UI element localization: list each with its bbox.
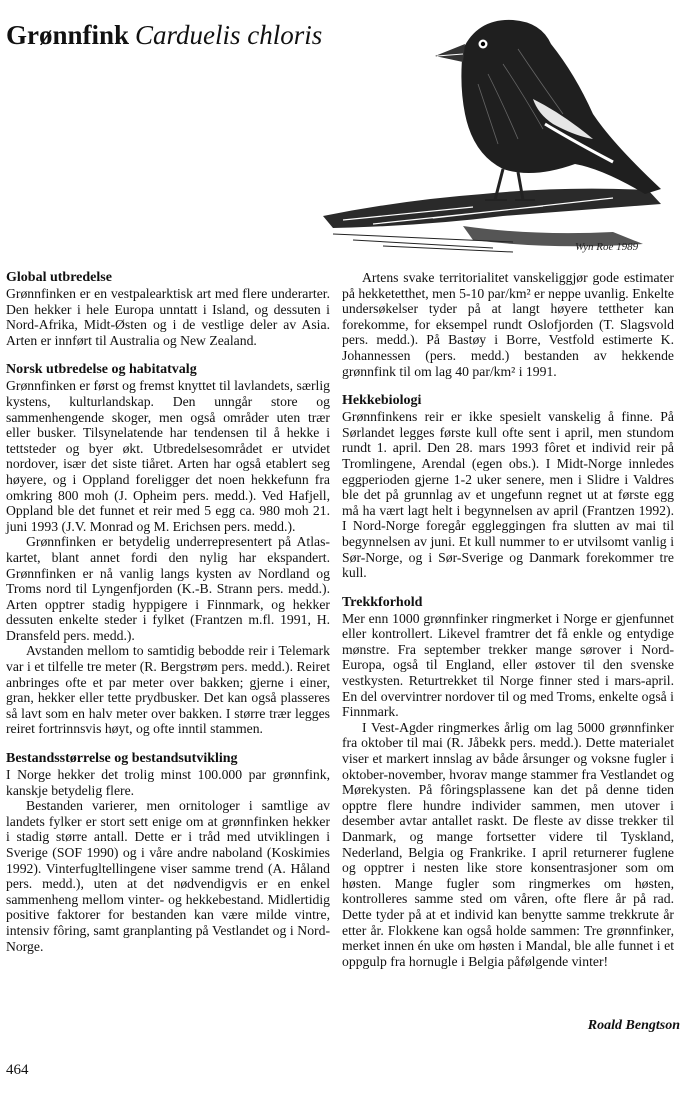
paragraph: Grønnfinken er først og fremst knyttet til lavlandets, særlig kystens, kulturlandskap. Den unngår store og sammenhengende skoger, men også områder uten trær eller busker. Tilsynelatende har tendensen til å hekke i tettsteder og byer økt. Utbredelsesområdet er utvidet nordover, især det siste tiåret. Arten har også etablert seg høyere, og i Oppland foreligger det noen hekkefunn fra omkring 800 moh (J. Opheim pers. medd.). Ved Hafjell, Oppland ble det funnet et reir med 5 egg ca. 980 moh 21. juni 1993 (J.V. Monrad og M. Erichsen pers. medd.). <box>6 378 330 534</box>
paragraph: Grønnfinken er betydelig underrepresentert på Atlas-kartet, blant annet fordi den nylig har ekspandert. Grønnfinken er nå vanlig langs kysten av Nordland og Troms nord til Lyngenfjorden (K.-B. Strann pers. medd.). Arten opptrer stadig hyppigere i Finnmark, og hekker dessuten enkelte steder i fylket (Frantzen m.fl. 1991, H. Dransfeld pers. medd.). <box>6 534 330 643</box>
heading-breeding: Hekkebiologi <box>342 393 422 409</box>
paragraph: Bestanden varierer, men ornitologer i samtlige av landets fylker er stort sett enige om at grønnfinken hekker i stadig større antall. Dette er i tråd med utviklingen i Sverige (SOF 1990) og i våre andre naboland (Koskimies 1992). Vinterfugltellingene viser samme trend (A. Håland pers. medd.), uten at det nødvendigvis er en enkel sammenheng mellom vinter- og hekkebestand. Midlertidig positive faktorer for bestanden kan være milde vintre, intensiv fôring, samt granplanting på Vestlandet og i Nord-Norge. <box>6 798 330 954</box>
paragraph: Avstanden mellom to samtidig bebodde reir i Telemark var i et tilfelle tre meter (R. Bergstrøm pers. medd.). Reiret anbringes ofte et par meter over bakken; gjerne i einer, gran, hekker eller tette prydbusker. Det kan også plasseres så lavt som en halv meter over bakken. I større trær legges reiret fortrinnsvis høyt, og ofte inntil stammen. <box>6 643 330 737</box>
paragraph: I Norge hekker det trolig minst 100.000 par grønnfink, kanskje betydelig flere. <box>6 767 330 798</box>
heading-population: Bestandsstørrelse og bestandsutvikling <box>6 751 238 767</box>
paragraph: I Vest-Agder ringmerkes årlig om lag 5000 grønnfinker fra oktober til mai (R. Jåbekk pers. medd.). Dette materialet viser et markert innslag av både årsunger og voksne fugler i oktober-november, hvorav mange stammer fra Vestlandet og Mørekysten. På fôringsplassene kan det på denne tiden opptre flere hundre individer sammen, men utover i desember avtar antallet raskt. De fleste av disse trekker til Danmark, og mange fortsetter videre til Tyskland, Nederland, Belgia og Frankrike. I april returnerer fuglene og opptrer i nesten like store konsentrasjoner som om høsten. Mange fugler som ringmerkes om høsten, kontrolleres samme sted om våren, ofte flere år på rad. Dette tyder på at et individ kan benytte samme trekkrute år etter år. Flokkene kan også holde sammen: Tre grønnfinker, merket innen én uke om høsten i Mandal, ble alle funnet i et oppgulp fra hornugle i Belgia påfølgende vinter! <box>342 719 674 969</box>
greenfinch-illustration <box>313 4 673 262</box>
left-column <box>6 270 330 968</box>
page-number: 464 <box>6 1062 29 1078</box>
paragraph: Grønnfinkens reir er ikke spesielt vanskelig å finne. På Sørlandet legges første kull ofte sent i april, men stundom rundt 1. april. Den 28. mars 1993 fôret et individ reir på Tromlingene, Arendal (egen obs.). I Midt-Norge innledes eggperioden gjerne 1-2 uker senere, men i Slidre i Valdres ble det på grunnlag av et ungefunn regnet ut at første egg må ha vært lagt helt i begynnelsen av april (Frantzen 1992). I Nord-Norge foregår eggleggingen fra slutten av mai til begynnelsen av juni. Et kull nummer to er utvilsomt vanlig i Sør-Norge, og i Sør-Sverige og Danmark forekommer tre kull. <box>342 409 674 581</box>
heading-global: Global utbredelse <box>6 270 112 285</box>
artist-signature: Wyn Roe 1989 <box>575 241 639 253</box>
latin-name: Carduelis chloris <box>135 20 323 50</box>
paragraph: Mer enn 1000 grønnfinker ringmerket i Norge er gjenfunnet eller kontrollert. Likevel framtrer det få enkle og entydige mønstre. Fra september trekker mange sørover i Nord-Europa, også til England, eller østover til den svenske vestkysten. Returtrekket til Norge finner sted i mars-april. En del overvintrer nordover til og med Troms, enkelte også i Finnmark. <box>342 610 674 720</box>
section-breeding <box>342 393 674 581</box>
section-global-distribution <box>6 270 330 348</box>
section-migration <box>342 595 674 970</box>
page-title <box>6 18 322 52</box>
right-column <box>342 270 674 983</box>
common-name: Grønnfink <box>6 20 130 50</box>
paragraph: Artens svake territorialitet vanskeliggjør gode estimater på hekketetthet, men 5-10 par/km² er neppe uvanlig. Enkelte undersøkelser tyder på at langt høyere tettheter kan forekomme, for eksempel rundt Oslofjorden (T. Slagsvold pers. medd.). På Bastøy i Borre, Vestfold estimerte K. Johannessen (pers. medd.) bestanden av hekkende grønnfink til om lag 40 par/km² i 1991. <box>342 270 674 379</box>
section-population-continued <box>342 270 674 379</box>
section-population <box>6 751 330 954</box>
author-signature: Roald Bengtson <box>587 1018 680 1033</box>
heading-migration: Trekkforhold <box>342 594 423 610</box>
paragraph: Grønnfinken er en vestpalearktisk art med flere underarter. Den hekker i hele Europa unntatt i Island, og dessuten i Nord-Afrika, Midt-Østen og i de vestlige deler av Asia. Arten er innført til Australia og New Zealand. <box>6 286 330 348</box>
heading-norwegian: Norsk utbredelse og habitatvalg <box>6 362 197 378</box>
section-norwegian-distribution <box>6 362 330 737</box>
